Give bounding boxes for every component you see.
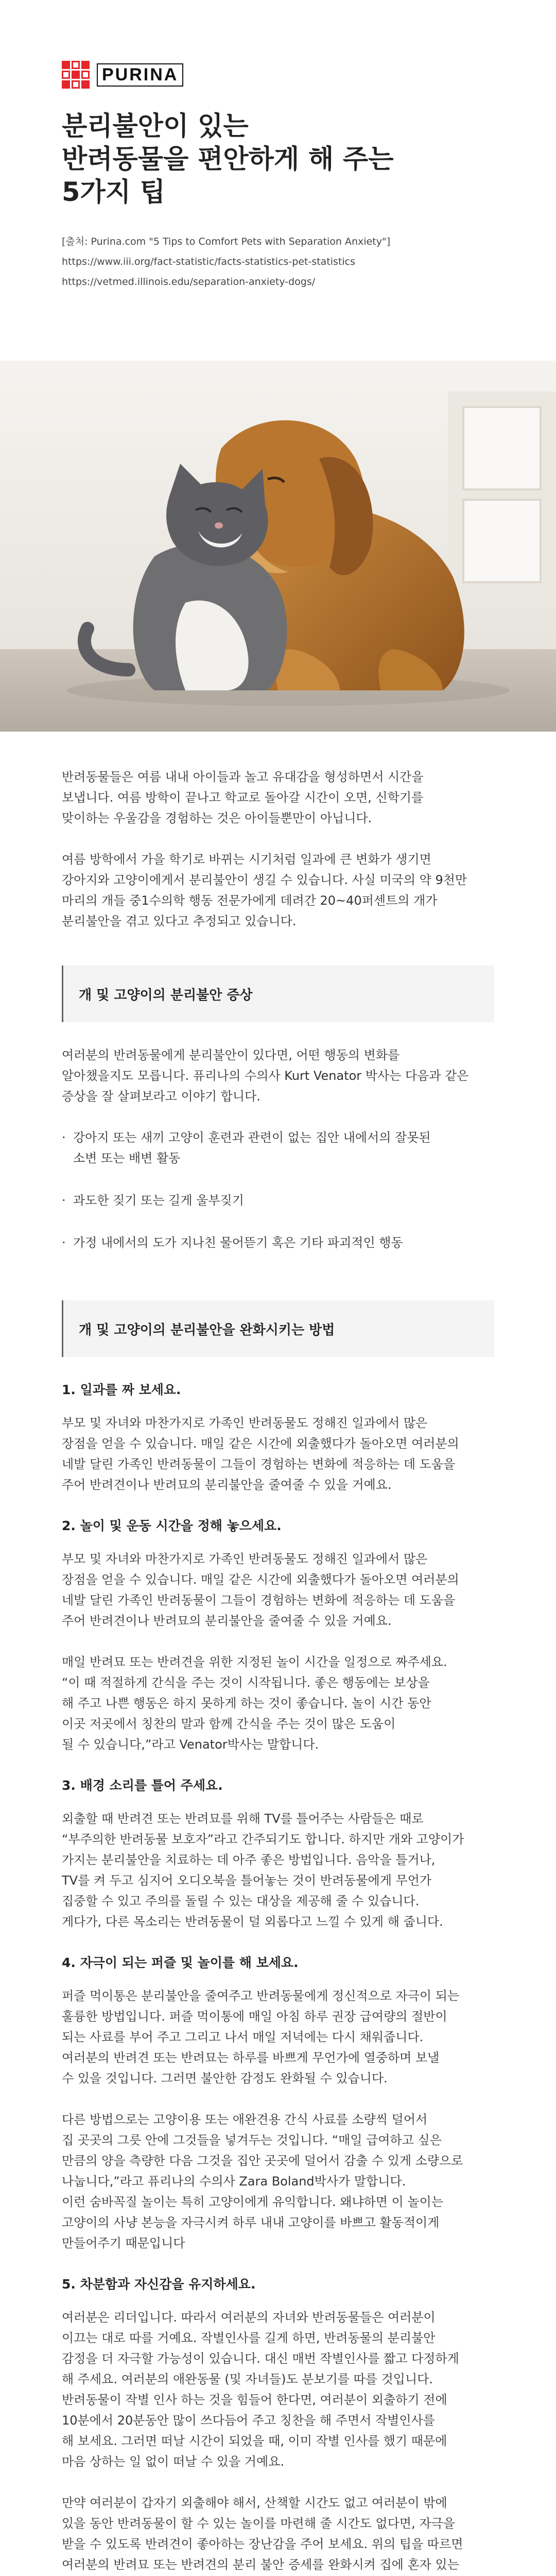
tip-heading: 3. 배경 소리를 틀어 주세요. bbox=[62, 1778, 223, 1793]
text-line: 부모 및 자녀와 마찬가지로 가족인 반려동물도 정해진 일과에서 많은 bbox=[62, 1552, 428, 1566]
text-line: 이곳 저곳에서 칭찬의 말과 함께 간식을 주는 것이 많은 도움이 bbox=[62, 1717, 396, 1731]
text-line: 가지는 분리불안을 치료하는 데 아주 좋은 방법입니다. 음악을 틀거나, bbox=[62, 1853, 436, 1867]
text-line: 보냅니다. 여름 방학이 끝나고 학교로 돌아갈 시간이 오면, 신학기를 bbox=[62, 790, 424, 805]
text-line: 장점을 얻을 수 있습니다. 매일 같은 시간에 외출했다가 돌아오면 여러분의 bbox=[62, 1572, 459, 1587]
tip-heading: 2. 놀이 및 운동 시간을 정해 놓으세요. bbox=[62, 1518, 282, 1533]
brand-name: PURINA bbox=[97, 63, 183, 87]
tip-heading: 4. 자극이 되는 퍼즐 및 놀이를 해 보세요. bbox=[62, 1955, 299, 1970]
intro-paragraph bbox=[62, 767, 494, 828]
title-line: 반려동물을 편안하게 해 주는 bbox=[62, 144, 394, 175]
section-heading-remedies: 개 및 고양이의 분리불안을 완화시키는 방법 bbox=[62, 1300, 494, 1357]
bullet-dot-icon: · bbox=[62, 1235, 66, 1250]
tip-paragraph bbox=[62, 2307, 494, 2472]
text-line: 매일 반려묘 또는 반려견을 위한 지정된 놀이 시간을 일정으로 짜주세요. bbox=[62, 1655, 447, 1669]
text-line: 훌륭한 방법입니다. 퍼즐 먹이통에 매일 아침 하루 권장 급여량의 절반이 bbox=[62, 2009, 447, 2024]
tip-paragraph bbox=[62, 1549, 494, 1631]
text-line: 만약 여러분이 갑자기 외출해야 해서, 산책할 시간도 없고 여러분이 밖에 bbox=[62, 2496, 447, 2510]
text-line: 게다가, 다른 목소리는 반려동물이 덜 외롭다고 느낄 수 있게 해 줍니다. bbox=[62, 1914, 443, 1929]
tip-paragraph bbox=[62, 1986, 494, 2089]
symptoms-paragraph bbox=[62, 1045, 494, 1107]
bullet-dot-icon: · bbox=[62, 1193, 66, 1208]
text-line: 가정 내에서의 도가 지나친 물어뜯기 혹은 기타 파괴적인 행동 bbox=[73, 1235, 403, 1250]
text-line: 여러분은 리더입니다. 따라서 여러분의 자녀와 반려동물들은 여러분이 bbox=[62, 2310, 436, 2325]
checkerboard-logo-icon bbox=[62, 61, 90, 89]
text-line: 다른 방법으로는 고양이용 또는 애완견용 간식 사료를 소량씩 덜어서 bbox=[62, 2112, 428, 2127]
text-line: 주어 반려견이나 반려묘의 분리불안을 줄여줄 수 있을 거예요. bbox=[62, 1614, 392, 1628]
text-line: 만들어주기 때문입니다 bbox=[62, 2236, 185, 2250]
text-line: 집중할 수 있고 주의를 돌릴 수 있는 대상을 제공해 줄 수 있습니다. bbox=[62, 1894, 420, 1908]
text-line: 강아지와 고양이에게서 분리불안이 생길 수 있습니다. 사실 미국의 약 9천만 bbox=[62, 873, 467, 887]
text-line: 여러분의 반려견 또는 반려묘는 하루를 바쁘게 무언가에 열중하며 보낼 bbox=[62, 2050, 440, 2065]
purina-logo[interactable] bbox=[62, 61, 183, 89]
bullet-dot-icon: · bbox=[62, 1130, 66, 1145]
tip-paragraph bbox=[62, 2493, 494, 2576]
symptom-bullet bbox=[62, 1232, 494, 1253]
symptom-bullet bbox=[62, 1190, 494, 1211]
text-line: 증상을 잘 살펴보라고 이야기 합니다. bbox=[62, 1089, 260, 1104]
text-line: 될 수 있습니다,”라고 Venator박사는 말합니다. bbox=[62, 1737, 319, 1752]
text-line: 이런 숨바꼭질 놀이는 특히 고양이에게 유익합니다. 왜냐하면 이 놀이는 bbox=[62, 2195, 443, 2209]
text-line: TV를 켜 두고 심지어 오디오북을 틀어놓는 것이 반려동물에게 무언가 bbox=[62, 1873, 432, 1888]
text-line: 장점을 얻을 수 있습니다. 매일 같은 시간에 외출했다가 돌아오면 여러분의 bbox=[62, 1436, 459, 1451]
hero-image bbox=[0, 361, 556, 732]
text-line: “이 때 적절하게 간식을 주는 것이 시작됩니다. 좋은 행동에는 보상을 bbox=[62, 1675, 430, 1690]
text-line: 마음 상하는 일 없이 떠날 수 있을 거예요. bbox=[62, 2454, 284, 2469]
text-line: 나눕니다,”라고 퓨리나의 수의사 Zara Boland박사가 말합니다. bbox=[62, 2174, 406, 2189]
tip-heading: 1. 일과를 짜 보세요. bbox=[62, 1382, 181, 1397]
text-line: 반려동물들은 여름 내내 아이들과 놀고 유대감을 형성하면서 시간을 bbox=[62, 770, 424, 784]
source-link[interactable]: https://www.iii.org/fact-statistic/facts-statistics-pet-statistics bbox=[62, 256, 356, 267]
text-line: 해 보세요. 그러면 떠날 시간이 되었을 때, 이미 작별 인사를 했기 때문에 bbox=[62, 2434, 447, 2448]
symptom-bullet bbox=[62, 1127, 494, 1168]
text-line: 받을 수 있도록 반려견이 좋아하는 장난감을 주어 보세요. 위의 팁을 따르면 bbox=[62, 2537, 463, 2551]
text-line: 수 있을 것입니다. 그러면 불안한 감정도 완화될 수 있습니다. bbox=[62, 2071, 388, 2086]
tip-paragraph bbox=[62, 1808, 494, 1932]
text-line: 맞이하는 우울감을 경험하는 것은 아이들뿐만이 아닙니다. bbox=[62, 811, 372, 825]
section-heading-symptoms: 개 및 고양이의 분리불안 증상 bbox=[62, 965, 494, 1022]
text-line: 분리불안을 겪고 있다고 추정되고 있습니다. bbox=[62, 914, 297, 928]
text-line: 10분에서 20분동안 많이 쓰다듬어 주고 칭찬을 해 주면서 작별인사를 bbox=[62, 2413, 435, 2428]
text-line: 여름 방학에서 가을 학기로 바뀌는 시기처럼 일과에 큰 변화가 생기면 bbox=[62, 852, 431, 867]
cat-and-dog-photo bbox=[0, 361, 556, 732]
page-title bbox=[62, 110, 505, 209]
text-line: 집 곳곳의 그릇 안에 그것들을 넣겨두는 것입니다. “매일 급여하고 싶은 bbox=[62, 2133, 442, 2147]
text-line: 반려동물이 작별 인사 하는 것을 힘들어 한다면, 여러분이 외출하기 전에 bbox=[62, 2393, 447, 2407]
source-citation: [출처: Purina.com "5 Tips to Comfort Pets with Separation Anxiety"] bbox=[62, 236, 391, 247]
intro-paragraph bbox=[62, 849, 494, 931]
text-line: 고양이의 사냥 본능을 자극시켜 하루 내내 고양이를 바쁘고 활동적이게 bbox=[62, 2215, 440, 2230]
text-line: 네발 달린 가족인 반려동물이 그들이 경험하는 변화에 적응하는 데 도움을 bbox=[62, 1457, 456, 1471]
text-line: 되는 사료를 부어 주고 그리고 나서 매일 저녁에는 다시 채워줍니다. bbox=[62, 2030, 424, 2044]
tip-paragraph bbox=[62, 2109, 494, 2253]
text-line: 네발 달린 가족인 반려동물이 그들이 경험하는 변화에 적응하는 데 도움을 bbox=[62, 1593, 456, 1607]
text-line: “부주의한 반려동물 보호자”라고 간주되기도 합니다. 하지만 개와 고양이가 bbox=[62, 1832, 464, 1846]
text-line: 강아지 또는 새끼 고양이 훈련과 관련이 없는 집안 내에서의 잘못된 bbox=[73, 1130, 431, 1145]
text-line: 있을 동안 반려동물이 할 수 있는 놀이를 마련해 줄 시간도 없다면, 자극을 bbox=[62, 2516, 455, 2531]
title-line: 5가지 팁 bbox=[62, 177, 166, 208]
text-line: 해 주고 나쁜 행동은 하지 못하게 하는 것이 좋습니다. 놀이 시간 동안 bbox=[62, 1696, 431, 1710]
text-line: 여러분의 반려묘 또는 반려견의 분리 불안 증세를 완화시켜 집에 혼자 있는 bbox=[62, 2557, 459, 2572]
text-line: 마리의 개들 중1수의학 행동 전문가에게 데려간 20~40퍼센트의 개가 bbox=[62, 893, 438, 908]
source-link[interactable]: https://vetmed.illinois.edu/separation-anxiety-dogs/ bbox=[62, 276, 316, 287]
text-line: 감정을 더 자극할 가능성이 있습니다. 대신 매번 작별인사를 짧고 다정하게 bbox=[62, 2351, 459, 2366]
text-line: 외출할 때 반려견 또는 반려묘를 위해 TV를 틀어주는 사람들은 때로 bbox=[62, 1811, 424, 1826]
tip-paragraph bbox=[62, 1652, 494, 1755]
text-line: 퍼즐 먹이통은 분리불안을 줄여주고 반려동물에게 정신적으로 자극이 되는 bbox=[62, 1989, 460, 2003]
text-line: 과도한 짖기 또는 길게 울부짖기 bbox=[73, 1193, 244, 1208]
text-line: 주어 반려견이나 반려묘의 분리불안을 줄여줄 수 있을 거예요. bbox=[62, 1478, 392, 1492]
text-line: 알아챘을지도 모릅니다. 퓨리나의 수의사 Kurt Venator 박사는 다음과 같은 bbox=[62, 1069, 469, 1083]
tip-paragraph bbox=[62, 1413, 494, 1495]
text-line: 해 주세요. 여러분의 애완동물 (및 자녀들)도 분보기를 따를 것입니다. bbox=[62, 2372, 433, 2386]
source-list bbox=[62, 232, 505, 292]
text-line: 이끄는 대로 따를 거예요. 작별인사를 길게 하면, 반려동물의 분리불안 bbox=[62, 2331, 436, 2345]
tip-heading: 5. 차분함과 자신감을 유지하세요. bbox=[62, 2277, 256, 2292]
text-line: 여러분의 반려동물에게 분리불안이 있다면, 어떤 행동의 변화를 bbox=[62, 1048, 400, 1062]
title-line: 분리불안이 있는 bbox=[62, 111, 249, 142]
article-body bbox=[62, 767, 494, 2576]
text-line: 부모 및 자녀와 마찬가지로 가족인 반려동물도 정해진 일과에서 많은 bbox=[62, 1416, 428, 1430]
text-line: 만큼의 양을 측량한 다음 그것을 집안 곳곳에 덜어서 감출 수 있게 소량으로 bbox=[62, 2154, 463, 2168]
text-line: 소변 또는 배변 활동 bbox=[73, 1151, 181, 1165]
